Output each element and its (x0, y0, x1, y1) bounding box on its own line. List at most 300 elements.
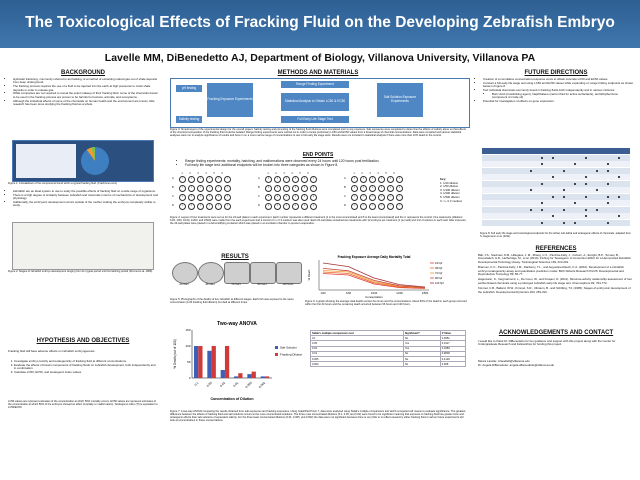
key-item: 2: 1/50 dilution (440, 184, 459, 189)
bar-y-tick: 150 (185, 328, 191, 332)
plate-well: 2 (197, 203, 204, 210)
grid-dot (530, 189, 532, 191)
plate-well: 5 (351, 185, 358, 192)
plate-well: 4 (283, 194, 290, 201)
reference-item: Hagemann, S., Vergmarmont, L., De Coen, W., and Knapen, D. (2011). Structure-activity relationship assessment of four perfluorinated chemicals using a prolonged zebrafish early life stage test. Chemosphere 82, 764-772. (478, 277, 633, 285)
legend-swatch (275, 353, 278, 356)
key-item: 5: 1/500 dilution (440, 194, 460, 199)
poster-title: The Toxicological Effects of Fracking Fluid on the Developing Zebrafish Embryo (25, 14, 615, 31)
sidak-cell: 0.9951 (440, 336, 465, 341)
bar-chart-title: Two-way ANOVA (217, 321, 257, 327)
plate-well: 1 (197, 176, 204, 183)
plate-well: 3 (265, 176, 272, 183)
death-photo (198, 262, 224, 284)
plate-well: 1 (206, 185, 213, 192)
line-legend-label: 24 hpf (435, 262, 443, 265)
sidak-cell: 0.0117 (440, 341, 465, 346)
fig5-caption: Figure 5: Photographs of the deaths of live zebrafish at different stages. Each fish was exposed to the same concentration (1/20 fracking fluid dilution) but died at different times. (170, 298, 294, 305)
key-heading: Key: (440, 177, 447, 181)
line-legend-label: 48 hpf (435, 267, 443, 270)
plate-col-label: 6 (393, 172, 395, 175)
plate-well: 4 (283, 203, 290, 210)
plate-well: C (378, 194, 385, 201)
plate-well: 2 (188, 194, 195, 201)
sidak-cell: No (403, 362, 440, 367)
flow-salt-exposure: Salt Solution Exposure Experiments (377, 83, 423, 117)
future-end-bullet-0: • Potential for investigation of effects on gene expression. (483, 100, 634, 103)
methods-heading: METHODS AND MATERIALS (277, 70, 359, 76)
plate-well: C (351, 203, 358, 210)
hypotheses-list (8, 360, 158, 375)
hypotheses-intro: Fracking fluid will have adverse effects on zebrafish embryogenesis. (8, 349, 96, 353)
plate-well: 2 (197, 194, 204, 201)
grid-dot (574, 183, 576, 185)
background-bullet-1: • The fracking process requires the use of a fluid to be injected into the earth at high pressures to crack shale deposits in order to release gas. (13, 85, 158, 92)
grid-dot (541, 209, 543, 211)
plate-well: 2 (179, 194, 186, 201)
references-heading: REFERENCES (535, 246, 577, 252)
grid-dot (552, 176, 554, 178)
line-legend-label: 72 hpf (435, 272, 443, 275)
plate-well: 1 (224, 176, 231, 183)
grid-dot (563, 170, 565, 172)
line-series-120-hpf (323, 263, 425, 287)
grid-dot (618, 196, 620, 198)
plate-well: 2 (215, 194, 222, 201)
legend-label: Fracking Dilution (280, 352, 303, 357)
line-x-tick: 1/20 (320, 292, 326, 295)
grid-dot (618, 157, 620, 159)
plate-well: 3 (265, 185, 272, 192)
bar-x-tick: 0.005 (244, 380, 253, 390)
plate-row-label: B (172, 186, 174, 189)
plate-well: 1 (215, 185, 222, 192)
grid-dot (607, 183, 609, 185)
plate-well: 4 (274, 194, 281, 201)
plate-col-label: 5 (299, 172, 301, 175)
sidak-cell: 0.1 (311, 336, 404, 341)
grid-dot (607, 170, 609, 172)
plate-well: 3 (292, 176, 299, 183)
plate-col-label: 5 (385, 172, 387, 175)
death-photo (224, 262, 250, 284)
sidak-cell: Yes (403, 346, 440, 351)
bar-salt-solution (234, 376, 238, 378)
plate-row-label: C (172, 195, 174, 198)
death-photo (172, 262, 198, 284)
plate-well: 5 (369, 176, 376, 183)
grid-dot (618, 215, 620, 217)
plate-well: 1 (179, 176, 186, 183)
plate-well: 5 (387, 176, 394, 183)
flow-ph-testing: pH testing (176, 85, 202, 92)
future-bullet-2: • Test individual chemicals commonly found in fracking fluids both independently and in various mixtures: (483, 89, 634, 92)
flow-full-early-life: Full Early Life Stage Test (281, 116, 349, 123)
daily-mortality-line-chart (305, 254, 471, 298)
key-item: C: f + 0.3 medium (440, 198, 463, 203)
sidak-cell: 0.02 (311, 346, 404, 351)
grid-row (482, 148, 630, 154)
bar-salt-solution (221, 370, 225, 378)
future-bullet-1: • Conduct a full early life stage test using LC50 and EC50 values while expanding on range finding endpoints as shown below in Figure 8. (483, 82, 634, 89)
plate-row-label: A (172, 177, 174, 180)
sidak-comparison-table (310, 330, 466, 367)
plate-row-label: D (258, 204, 260, 207)
table-row (311, 362, 466, 367)
grid-dot (585, 196, 587, 198)
grid-row (482, 187, 630, 193)
plate-row-label: D (344, 204, 346, 207)
hypotheses-heading: HYPOTHESIS AND OBJECTIVES (36, 338, 130, 344)
plate-well: 5 (396, 185, 403, 192)
reference-item: Brannen, K.C., Panzica-Kelly, J.M., Danberry, T.L., and Augustine-Rauch, K.A. (2010). Development of a zebrafish embryo teratogenicity assay and quantitative prediction model. Birth Defects Research Part B: Developmental and Reproductive Toxicology 89, 66-77. (478, 265, 624, 277)
plate-row-label: C (344, 195, 346, 198)
plate-col-label: 4 (291, 172, 293, 175)
plate-well: 3 (283, 185, 290, 192)
plate-well: 5 (360, 176, 367, 183)
two-way-anova-bar-chart (170, 318, 304, 406)
fig4-caption: Figure 4: Layout of how treatments were set up for the 24-well plates in each experiment. Each number represents a different treatment (1 is the most concentrated and 5 is the least concentrated) and the C represents the control. Five treatments (dilutions: 1/20, 1/50, 1/100, 1/200, and 1/500) were made from the each experiment and a control of 1 x 0.3 medium was also used. Each 24-well plate contained two treatments with 12 embryos per treatment (1 per well) and 1ml of solution in each well. After exposure, the 24-well plates were placed in a dehumidifying container which was placed in an incubator chamber to prevent evaporation. (170, 216, 467, 226)
endpoint-0: • Range finding experiments: mortality, hatching, and malformations were observed every 24 hours until 120 hours post fertilization. (185, 159, 470, 163)
sidak-cell: 0.005 (311, 356, 404, 361)
zebrafish-bullet-2: • Additionally, the embryonic development occurs outside of the mother making the embryos completely visible to study. (13, 201, 158, 208)
plate-well: 3 (274, 185, 281, 192)
plate-well: C (378, 203, 385, 210)
plate-well: 1 (188, 185, 195, 192)
well-plate (172, 172, 231, 212)
bar-y-tick: 0 (188, 376, 191, 380)
photo-label: 120 hours (282, 283, 294, 286)
grid-dot (563, 196, 565, 198)
future-bullets (478, 78, 634, 104)
bar-fracking-dilution (252, 372, 256, 378)
photo-label: 72 hours (231, 283, 241, 286)
grid-dot (541, 202, 543, 204)
bar-x-label: Concentration of Dilution (210, 397, 254, 401)
plate-row-label: B (344, 186, 346, 189)
grid-dot (552, 196, 554, 198)
flow-range-finding: Range Finding Experiment (281, 81, 349, 88)
endpoints-heading: END POINTS (302, 152, 334, 158)
plate-well: 2 (215, 203, 222, 210)
flow-statistical-analysis: Statistical Analysis to Obtain LC50 & EC50 (281, 93, 349, 111)
plate-col-label: 6 (307, 172, 309, 175)
plate-col-label: 1 (267, 172, 269, 175)
plate-well: 1 (215, 176, 222, 183)
plate-well: 1 (224, 185, 231, 192)
plate-row-label: B (258, 186, 260, 189)
death-photos (172, 262, 302, 290)
grid-dot (541, 183, 543, 185)
sidak-cell: 0.002 (311, 362, 404, 367)
plate-well: 1 (188, 176, 195, 183)
plate-well: C (387, 203, 394, 210)
grid-dot (596, 189, 598, 191)
sidak-header-cell: Significant? (403, 331, 440, 336)
grid-row (482, 155, 630, 161)
plate-well: 3 (310, 176, 317, 183)
plate-col-label: 5 (213, 172, 215, 175)
plate-well: 4 (310, 194, 317, 201)
grid-dot (530, 209, 532, 211)
grid-dot (585, 209, 587, 211)
endpoint-1: • Full early life stage test: additional endpoints will be broken into three categories as shown in Figure 8. (185, 163, 470, 167)
plate-well: C (369, 203, 376, 210)
bar-y-tick: 100 (185, 344, 191, 348)
legend-label: Salt Solution (280, 345, 297, 350)
bar-fracking-dilution (198, 346, 202, 378)
plate-well: 2 (206, 203, 213, 210)
plate-well: C (396, 194, 403, 201)
plate-col-label: 3 (197, 172, 199, 175)
bar-fracking-dilution (265, 376, 269, 378)
fig3-caption: Figure 3: Simple layout of the experimental design for the overall project. Salinity testing and pH testing of the fracking fluid dilutions were completed prior to any exposure. Salt exposures were completed to determine the effects of salinity alone so that effects of the chemical composition of the fracking fluid could be isolated. Range finding experiments were carried out in order to locate preliminary LC50 and EC50 values from a broad range of chemical concentrations. Data were compiled and various statistical analyses were run to analyze significance of results and hone in on a more narrow range of concentrations to use in full early life stage tests. Results were not included in statistical analysis if there was more than 10% death in the control. (170, 128, 466, 138)
plate-col-label: 1 (353, 172, 355, 175)
bar-fracking-dilution (212, 346, 216, 378)
sidak-header-cell: P Value (440, 331, 465, 336)
sidak-cell: 0.01 (311, 351, 404, 356)
fig1-caption: Figure 1: A breakdown of the components found within a typical fracking fluid. (FracFocus.com) (8, 182, 117, 185)
plate-col-label: 2 (275, 172, 277, 175)
grid-dot (618, 176, 620, 178)
reference-item: Kimmel, C.B., Ballard, W.W., Kimmel, S.R., Ullmann, B., and Schilling, T.F. (1995). Stages of embryonic development of the zebrafish. Developmental Dynamics 203, 253-310. (478, 286, 631, 294)
grid-dot (607, 163, 609, 165)
sidak-cell: 0.05 (311, 341, 404, 346)
grid-dot (607, 196, 609, 198)
plate-well: 5 (378, 185, 385, 192)
plate-well: C (369, 194, 376, 201)
plate-well: C (360, 203, 367, 210)
plate-well: 5 (396, 176, 403, 183)
plate-well: 5 (387, 185, 394, 192)
fig8-caption: Figure 8: Full early life stage and toxicological endpoints for the lethal, sub-lethal and teratogenic effects of chemicals, adapted from S. Hagemann et al. (2011). (480, 232, 631, 239)
grid-dot (530, 170, 532, 172)
plate-col-label: 1 (181, 172, 183, 175)
photo-label: 48 hours (205, 283, 215, 286)
plate-well: 3 (301, 185, 308, 192)
background-bullet-3: • Although the individual effects of some of the chemicals on human health and the environment are known, little research has been done studying the fracking fluid as a whole. (13, 100, 158, 107)
well-plate-layouts (172, 172, 422, 214)
well-plate (344, 172, 403, 212)
fig7-caption: Figure 7: A two-way ANOVA comparing the results obtained from salt exposures and fracking exposures. Using GraphPad Prism 7, data were analyzed using Sidak's multiple comparisons test which compared cell means to evaluate significance. The greatest difference between the effects of fracking fluid and salt solutions occurs at the more concentrated solutions. The three most concentrated dilutions (0.1, 0.05, and 0.02) were found to be significant meaning that exposure to fracking fluid has greater toxic and teratogenic effects than salt solutions of equivalent salinity. For the three least concentrated dilutions (0.01, 0.005, and 0.002) the data were not significant because there is very little to no effect caused by either fracking fluid or salt so future experiments will look at concentrations in these concentrations. (170, 410, 466, 423)
plate-well: 4 (292, 203, 299, 210)
future-sub-bullet-0: • Boric Acid (crosslinking agent), Naphthalene (carrier fluid for active surfactants), and Ethylbenzene (component of crude oil) (492, 93, 634, 100)
sidak-cell: No (403, 356, 440, 361)
death-photo (250, 262, 276, 284)
plate-well: 4 (292, 194, 299, 201)
plate-row-label: A (344, 177, 346, 180)
line-x-tick: 1/100 (370, 292, 378, 295)
bar-x-tick: 0.002 (257, 380, 267, 390)
bar-x-tick: 0.01 (232, 380, 240, 388)
plate-well: 5 (378, 176, 385, 183)
plate-well: 4 (265, 203, 272, 210)
line-x-tick: 1/50 (345, 292, 352, 295)
plate-well: 2 (188, 203, 195, 210)
objective-0: 1. Investigate embryo toxicity and teratogenicity of fracking fluid at different concentrations. (14, 360, 158, 363)
grid-dot (607, 222, 609, 224)
acknowledgements-heading: ACKNOWLEDGEMENTS AND CONTACT (498, 330, 614, 336)
plate-well: 4 (274, 203, 281, 210)
endpoints-list (180, 159, 470, 168)
flow-salinity-testing: Salinity testing (176, 116, 202, 123)
plate-well: 3 (283, 176, 290, 183)
grid-row (482, 213, 630, 219)
grid-dot (607, 202, 609, 204)
line-x-tick: 1/200 (396, 292, 403, 295)
plate-well: 4 (301, 194, 308, 201)
sidak-cell: 0.998 (440, 362, 465, 367)
zebrafish-bullet-0: • Zebrafish are an ideal system to use to study the possible effects of fracking fluid on a wide range of organisms. (13, 190, 158, 193)
grid-dot (541, 157, 543, 159)
sidak-cell: Yes (403, 341, 440, 346)
well-plate (258, 172, 317, 212)
plate-well: C (360, 194, 367, 201)
plate-well: 2 (179, 203, 186, 210)
background-bullets-top (8, 78, 158, 107)
plate-well: 3 (301, 176, 308, 183)
grid-dot (585, 157, 587, 159)
grid-dot (563, 209, 565, 211)
plate-well: 5 (351, 176, 358, 183)
grid-dot (585, 183, 587, 185)
endpoint-grid (482, 148, 630, 228)
plate-well: 1 (197, 185, 204, 192)
line-y-label: % Death (307, 269, 311, 281)
plate-well: 2 (206, 194, 213, 201)
background-heading: BACKGROUND (61, 70, 105, 76)
grid-dot (541, 163, 543, 165)
plate-well: C (387, 194, 394, 201)
bar-salt-solution (194, 346, 198, 378)
embryo-stages-figure (12, 222, 154, 270)
key-item: 1: 1/20 dilution (440, 180, 459, 185)
line-chart-title: Fracking Exposure Average Daily Mortality Total (337, 255, 411, 259)
grid-dot (574, 202, 576, 204)
plate-key (440, 178, 480, 203)
grid-dot (552, 157, 554, 159)
plate-well: 1 (179, 185, 186, 192)
grid-row (482, 174, 630, 180)
bar-y-tick: 50 (187, 360, 191, 364)
future-heading: FUTURE DIRECTIONS (524, 70, 588, 76)
poster-authors: Lavelle MM, DiBenedetto AJ, Department of Biology, Villanova University, Villanova PA (104, 52, 536, 64)
line-x-label: Concentration (365, 295, 383, 298)
plate-well: C (351, 194, 358, 201)
bar-salt-solution (247, 374, 251, 378)
objective-2: 3. Calculate LC50, EC50, and teratogenic index values. (14, 371, 158, 374)
background-bullets-mid (8, 190, 158, 208)
photo-label: 96 hours (257, 283, 267, 286)
sidak-header-cell: Sidak's multiple comparisons test (311, 331, 404, 336)
grid-dot (574, 222, 576, 224)
plate-well: 1 (206, 176, 213, 183)
plate-well: 4 (301, 203, 308, 210)
key-item: 4: 1/200 dilution (440, 191, 460, 196)
plate-row-label: C (258, 195, 260, 198)
acknowledgements-text: I would like to thank Dr. DiBenedetto for her guidance and support with this project along with the Center for Undergraduate Research and Fellowships for funding this project. (478, 339, 616, 347)
grid-dot (552, 215, 554, 217)
references-list (478, 254, 634, 296)
legend-swatch (275, 346, 278, 349)
plate-col-label: 4 (205, 172, 207, 175)
plate-col-label: 3 (283, 172, 285, 175)
photo-label: 24 hours (179, 283, 189, 286)
plate-well: 4 (265, 194, 272, 201)
future-bullet-0: • Creation of a cumulative concentration-response curve to obtain concrete LC50 and EC50 values. (483, 78, 634, 81)
zebrafish-bullet-1: • There is a high degree of similarity between zebrafish and mammals in terms of mechanisms of development and physiology. (13, 194, 158, 201)
line-legend-label: 120 hpf (435, 282, 444, 285)
objective-1: 2. Evaluate the effects of known components of fracking fluids on zebrafish development, both independently and in combination. (14, 364, 158, 371)
reference-item: Ball, J.S., Stedman, D.B., Hillegass, J. M., Zhang, C.X., Panzica-Kelly, J., Coburn, A., Enright, B.P., Tornesi, B., Amouzadeh, H.R., Hetheridge, M., et al. (2014). Fishing for Teratogens: A Consortium Effort for a Harmonized Zebrafish Developmental Toxicology Assay. Toxicological Sciences 139, 210-219. (478, 253, 631, 264)
death-photo (276, 262, 302, 284)
fig6-caption: Figure 6: A graph showing the average total deaths across five times and five concentrations. About 50% of the death in each group occurred within the first 24 hours and the remaining death occurred between 96 hours and 120 hours. (305, 300, 467, 307)
background-bullet-0: • Hydraulic fracturing, commonly referred to as fracking, is a method of extracting natural gas out of shale deposits from deep underground. (13, 78, 158, 85)
grid-row (482, 207, 630, 213)
grid-dot (541, 222, 543, 224)
grid-dot (596, 170, 598, 172)
plate-well: 3 (310, 185, 317, 192)
line-x-tick: 1/500 (421, 292, 429, 295)
plate-col-label: 3 (369, 172, 371, 175)
bar-salt-solution (207, 351, 211, 378)
bar-x-tick: 0.1 (193, 380, 200, 387)
fig2-caption: Figure 2: Stages of zebrafish embryo development ranging from its zygote period until its hatching period (Kimmel et al. 1995). (8, 270, 153, 273)
bar-x-tick: 0.02 (219, 380, 227, 388)
results-heading: RESULTS (221, 254, 249, 260)
bar-y-label: % Death (out of 100) (173, 339, 177, 369)
key-item: 3: 1/100 dilution (440, 187, 460, 192)
plate-well: 4 (310, 203, 317, 210)
plate-col-label: 4 (377, 172, 379, 175)
plate-well: 5 (360, 185, 367, 192)
plate-well: 3 (292, 185, 299, 192)
plate-well: 3 (274, 176, 281, 183)
contact-1: Maura Lavelle: mlavelle6@villanova.edu (478, 359, 530, 363)
plate-well: C (396, 203, 403, 210)
hypotheses-footnote: LC50 values are represent estimates of the concentration at which 50% mortality occurs. EC50 values are represent estimates of the concentration at which 50% of the embryos showed an effect (mortality or malformation). Teratogenic index (TI) is equivalent to LC50/EC50. (8, 400, 158, 410)
fracking-fluid-figure (12, 140, 154, 182)
plate-col-label: 2 (189, 172, 191, 175)
sidak-cell: 0.9809 (440, 351, 465, 356)
plate-well: 2 (224, 194, 231, 201)
grid-dot (563, 222, 565, 224)
bar-fracking-dilution (225, 346, 229, 378)
grid-dot (563, 189, 565, 191)
grid-dot (596, 209, 598, 211)
flow-fracking-exposure: Fracking Exposure Experiments (207, 83, 253, 117)
plate-well: 2 (224, 203, 231, 210)
sidak-cell: 0.0383 (440, 346, 465, 351)
grid-dot (585, 176, 587, 178)
line-legend-label: 96 hpf (435, 277, 443, 280)
plate-col-label: 2 (361, 172, 363, 175)
plate-row-label: D (172, 204, 174, 207)
plate-col-label: 6 (221, 172, 223, 175)
grid-dot (585, 215, 587, 217)
sidak-cell: No (403, 351, 440, 356)
grid-dot (574, 163, 576, 165)
sidak-cell: No (403, 336, 440, 341)
background-bullet-2: • While companies are not required to reveal the exact makeup of their fracking fluid, some of the chemicals known to be used in the fracking process are proven to be harmful to humans, animals, and ecosystems. (13, 92, 158, 99)
methods-flowchart (170, 78, 470, 128)
bar-x-tick: 0.05 (205, 380, 213, 388)
bar-salt-solution (261, 376, 265, 378)
contact-2: Dr. Angela DiBenedetto: angela.dibenedetto@villanova.edu (478, 363, 555, 367)
bar-fracking-dilution (238, 373, 242, 378)
sidak-cell: 0.4129 (440, 356, 465, 361)
plate-well: 5 (369, 185, 376, 192)
